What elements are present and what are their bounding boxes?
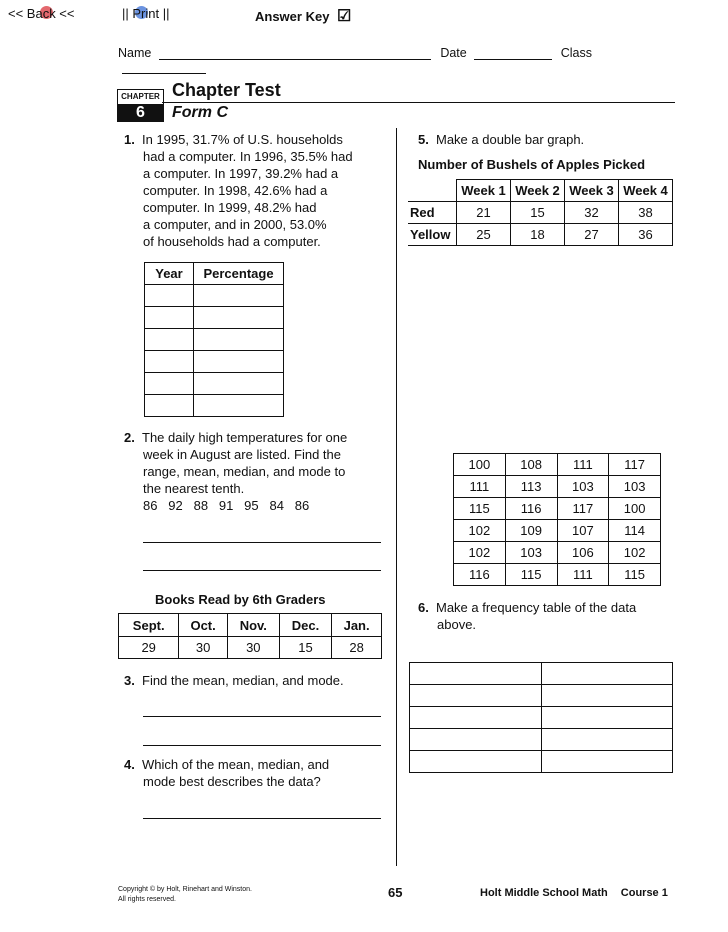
answer-cell[interactable] — [145, 285, 194, 307]
answer-cell[interactable] — [410, 663, 542, 685]
apples-value: 25 — [457, 224, 511, 246]
question-3-text: Find the mean, median, and mode. — [142, 673, 344, 688]
answer-cell[interactable] — [541, 685, 673, 707]
table-row — [145, 373, 284, 395]
date-field[interactable] — [474, 47, 552, 60]
apples-table-title: Number of Bushels of Apples Picked — [418, 157, 646, 172]
question-4 — [124, 756, 394, 790]
name-date-class-row — [118, 46, 678, 74]
data-cell: 115 — [505, 564, 557, 586]
apples-value: 15 — [511, 202, 565, 224]
books-value: 28 — [332, 637, 382, 659]
data-cell: 102 — [454, 520, 506, 542]
table-row — [145, 329, 284, 351]
week-header: Week 4 — [619, 180, 673, 202]
table-row — [454, 476, 661, 498]
answer-cell[interactable] — [541, 751, 673, 773]
question-5-text: Make a double bar graph. — [436, 132, 585, 147]
question-2-line: range, mean, median, and mode to — [143, 464, 346, 479]
copyright-line: All rights reserved. — [118, 896, 176, 903]
question-1 — [124, 131, 394, 250]
data-cell: 103 — [557, 476, 609, 498]
answer-cell[interactable] — [541, 663, 673, 685]
chapter-number: 6 — [117, 104, 164, 122]
answer-cell[interactable] — [194, 329, 284, 351]
answer-cell[interactable] — [145, 351, 194, 373]
apples-value: 18 — [511, 224, 565, 246]
chapter-label: CHAPTER — [117, 89, 164, 105]
table-row — [454, 498, 661, 520]
answer-cell[interactable] — [410, 707, 542, 729]
table-row — [454, 564, 661, 586]
books-table-title: Books Read by 6th Graders — [155, 592, 326, 607]
books-table — [118, 613, 382, 659]
question-2-line: The daily high temperatures for one — [142, 430, 348, 445]
temperature-data: 86 92 88 91 95 84 86 — [143, 498, 310, 513]
answer-key[interactable] — [255, 6, 351, 26]
books-month-header: Oct. — [179, 614, 227, 637]
question-3 — [124, 672, 394, 689]
answer-cell[interactable] — [145, 329, 194, 351]
table-row — [408, 202, 673, 224]
class-label: Class — [560, 46, 592, 60]
course-name: Course 1 — [620, 887, 668, 899]
data-cell: 108 — [505, 454, 557, 476]
class-field[interactable] — [122, 61, 206, 74]
question-1-line: had a computer. In 1996, 35.5% had — [143, 149, 353, 164]
question-6 — [418, 599, 698, 633]
top-nav — [8, 6, 75, 21]
data-cell: 107 — [557, 520, 609, 542]
question-2-line: week in August are listed. Find the — [143, 447, 342, 462]
table-header-percentage: Percentage — [194, 263, 284, 285]
apples-value: 38 — [619, 202, 673, 224]
table-row — [145, 395, 284, 417]
question-1-line: of households had a computer. — [143, 234, 321, 249]
data-cell: 111 — [454, 476, 506, 498]
column-divider — [396, 128, 397, 866]
table-row — [410, 707, 673, 729]
question-6-number: 6. — [418, 600, 429, 615]
books-value: 15 — [279, 637, 331, 659]
data-cell: 100 — [454, 454, 506, 476]
answer-cell[interactable] — [194, 285, 284, 307]
question-6-line: above. — [437, 617, 477, 632]
page-title: Chapter Test — [172, 80, 281, 100]
answer-cell[interactable] — [541, 707, 673, 729]
books-month-header: Sept. — [119, 614, 179, 637]
answer-key-label: Answer Key — [255, 9, 330, 24]
name-label: Name — [118, 46, 152, 60]
answer-cell[interactable] — [541, 729, 673, 751]
books-value: 29 — [119, 637, 179, 659]
week-header: Week 3 — [565, 180, 619, 202]
data-cell: 117 — [557, 498, 609, 520]
answer-cell[interactable] — [410, 729, 542, 751]
question-1-line: In 1995, 31.7% of U.S. households — [142, 132, 343, 147]
table-row — [410, 751, 673, 773]
answer-cell[interactable] — [194, 351, 284, 373]
answer-cell[interactable] — [145, 373, 194, 395]
print-nav — [122, 6, 169, 21]
question-1-number: 1. — [124, 132, 135, 147]
week-header: Week 2 — [511, 180, 565, 202]
table-row — [408, 224, 673, 246]
answer-key-checkbox[interactable]: ☑ — [337, 8, 352, 25]
back-link[interactable]: << Back << — [8, 6, 75, 21]
data-cell: 100 — [609, 498, 661, 520]
table-row — [145, 285, 284, 307]
apples-value: 27 — [565, 224, 619, 246]
apples-table — [408, 179, 673, 246]
answer-line[interactable] — [143, 570, 381, 571]
books-value: 30 — [227, 637, 279, 659]
row-label: Red — [408, 202, 457, 224]
data-cell: 103 — [505, 542, 557, 564]
data-cell: 102 — [454, 542, 506, 564]
data-cell: 103 — [609, 476, 661, 498]
data-cell: 117 — [609, 454, 661, 476]
data-cell: 116 — [454, 564, 506, 586]
answer-cell[interactable] — [194, 395, 284, 417]
row-label: Yellow — [408, 224, 457, 246]
answer-line[interactable] — [143, 745, 381, 746]
data-cell: 106 — [557, 542, 609, 564]
corner-cell — [408, 180, 457, 202]
data-cell: 114 — [609, 520, 661, 542]
name-field[interactable] — [159, 47, 431, 60]
data-cell: 109 — [505, 520, 557, 542]
question-3-number: 3. — [124, 673, 135, 688]
question-5 — [418, 131, 698, 148]
answer-cell[interactable] — [194, 373, 284, 395]
question-6-line: Make a frequency table of the data — [436, 600, 637, 615]
table-row — [145, 307, 284, 329]
data-cell: 115 — [609, 564, 661, 586]
table-header-year: Year — [145, 263, 194, 285]
books-month-header: Dec. — [279, 614, 331, 637]
table-row — [454, 454, 661, 476]
book-name: Holt Middle School Math — [480, 887, 608, 899]
answer-cell[interactable] — [145, 307, 194, 329]
table-row — [119, 637, 382, 659]
table-row — [410, 729, 673, 751]
data-cell: 102 — [609, 542, 661, 564]
form-label: Form C — [172, 104, 228, 121]
data-cell: 116 — [505, 498, 557, 520]
week-header: Week 1 — [457, 180, 511, 202]
copyright — [118, 885, 252, 905]
apples-value: 21 — [457, 202, 511, 224]
answer-line[interactable] — [143, 818, 381, 819]
answer-cell[interactable] — [194, 307, 284, 329]
table-row — [410, 663, 673, 685]
answer-cell[interactable] — [410, 751, 542, 773]
question-1-line: computer. In 1998, 42.6% had a — [143, 183, 328, 198]
copyright-line: Copyright © by Holt, Rinehart and Winston. — [118, 886, 252, 893]
question-1-line: computer. In 1999, 48.2% had — [143, 200, 317, 215]
answer-cell[interactable] — [410, 685, 542, 707]
print-link[interactable]: || Print || — [122, 6, 170, 21]
table-row — [410, 685, 673, 707]
table-row — [454, 542, 661, 564]
data-cell: 111 — [557, 454, 609, 476]
books-month-header: Jan. — [332, 614, 382, 637]
question-5-number: 5. — [418, 132, 429, 147]
page-number: 65 — [388, 885, 403, 900]
data-cell: 113 — [505, 476, 557, 498]
data-cell: 111 — [557, 564, 609, 586]
frequency-table — [409, 662, 673, 773]
books-value: 30 — [179, 637, 227, 659]
question-2 — [124, 429, 394, 514]
question-4-number: 4. — [124, 757, 135, 772]
answer-cell[interactable] — [145, 395, 194, 417]
answer-line[interactable] — [143, 716, 381, 717]
question-2-number: 2. — [124, 430, 135, 445]
year-percentage-table — [144, 262, 284, 417]
book-title — [480, 887, 668, 899]
question-1-line: a computer. In 1997, 39.2% had a — [143, 166, 339, 181]
answer-line[interactable] — [143, 542, 381, 543]
table-row — [454, 520, 661, 542]
question-4-line: mode best describes the data? — [143, 774, 321, 789]
date-label: Date — [440, 46, 467, 60]
table-row — [145, 351, 284, 373]
question-2-line: the nearest tenth. — [143, 481, 245, 496]
data-values-table — [453, 453, 661, 586]
question-4-line: Which of the mean, median, and — [142, 757, 330, 772]
apples-value: 36 — [619, 224, 673, 246]
question-1-line: a computer, and in 2000, 53.0% — [143, 217, 327, 232]
apples-value: 32 — [565, 202, 619, 224]
books-month-header: Nov. — [227, 614, 279, 637]
title-rule — [162, 102, 675, 103]
data-cell: 115 — [454, 498, 506, 520]
